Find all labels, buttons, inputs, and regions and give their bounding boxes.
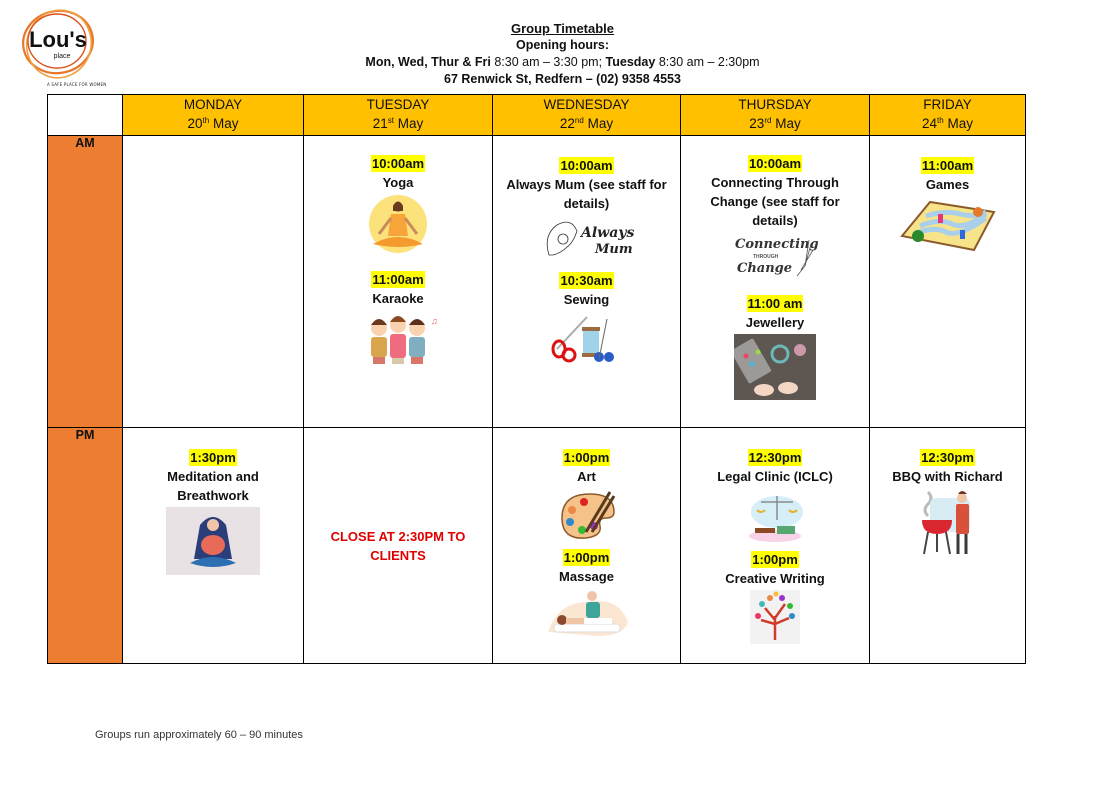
svg-text:Mum: Mum	[594, 242, 633, 257]
day-header-row	[48, 95, 1026, 136]
jewellery-photo	[734, 334, 816, 400]
sewing-icon	[549, 311, 625, 363]
opening-hours: Mon, Wed, Thur & Fri 8:30 am – 3:30 pm; Tuesday 8:30 am – 2:30pm	[365, 55, 760, 69]
pm-friday	[870, 428, 1026, 664]
pm-tuesday	[304, 428, 493, 664]
day-header-wednesday: WEDNESDAY 22nd May	[493, 95, 681, 136]
always-mum-logo	[539, 215, 635, 261]
event-jewellery: 11:00 am Jewellery	[681, 294, 869, 400]
event-yoga: 10:00am Yoga	[304, 154, 492, 254]
day-header-tuesday: TUESDAY 21st May	[304, 95, 493, 136]
board-game-icon	[900, 196, 996, 252]
timetable	[47, 94, 1026, 664]
footer-note: Groups run approximately 60 – 90 minutes	[95, 729, 303, 741]
am-row	[48, 136, 1026, 428]
legal-scales-icon	[745, 492, 805, 544]
svg-text:♫: ♫	[431, 316, 438, 326]
am-tuesday	[304, 136, 493, 428]
document-header	[300, 20, 825, 88]
pm-thursday	[681, 428, 870, 664]
bbq-icon	[918, 488, 978, 558]
event-games: 11:00am Games	[870, 156, 1025, 252]
svg-text:place: place	[53, 53, 71, 60]
am-friday	[870, 136, 1026, 428]
svg-text:Always: Always	[580, 225, 634, 241]
closing-notice: CLOSE AT 2:30PM TO CLIENTS	[330, 528, 466, 563]
am-monday	[123, 136, 304, 428]
opening-hours-label: Opening hours:	[515, 38, 610, 52]
massage-icon	[544, 588, 630, 638]
svg-text:Connecting: Connecting	[735, 237, 819, 252]
event-art: 1:00pm Art	[493, 448, 680, 544]
address: 67 Renwick St, Redfern – (02) 9358 4553	[444, 72, 681, 86]
event-always-mum: 10:00am Always Mum (see staff for details) Always Mum	[493, 156, 680, 261]
event-creative-writing: 1:00pm Creative Writing	[681, 550, 869, 644]
page-title: Group Timetable	[510, 21, 615, 36]
event-sewing: 10:30am Sewing	[493, 271, 680, 363]
am-wednesday	[493, 136, 681, 428]
svg-text:THROUGH: THROUGH	[753, 254, 779, 260]
lous-place-logo	[18, 4, 98, 90]
logo-tagline: A SAFE PLACE FOR WOMEN	[47, 82, 107, 87]
period-pm: PM	[48, 428, 123, 664]
pm-monday	[123, 428, 304, 664]
svg-text:Lou's: Lou's	[29, 27, 87, 52]
art-palette-icon	[556, 488, 618, 544]
svg-text:Change: Change	[737, 261, 793, 276]
pm-row	[48, 428, 1026, 664]
event-massage: 1:00pm Massage	[493, 548, 680, 638]
connecting-through-change-logo	[731, 232, 819, 278]
event-connecting-through-change: 10:00am Connecting Through Change (see staff for details) Connecting THROUGH Change	[710, 156, 840, 276]
am-thursday	[681, 136, 870, 428]
day-header-monday: MONDAY 20th May	[123, 95, 304, 136]
day-header-friday: FRIDAY 24th May	[870, 95, 1026, 136]
event-karaoke: 11:00am Karaoke ♫	[304, 270, 492, 366]
event-legal-clinic: 12:30pm Legal Clinic (ICLC)	[681, 448, 869, 544]
meditation-icon	[166, 507, 260, 575]
day-header-thursday: THURSDAY 23rd May	[681, 95, 870, 136]
yoga-icon	[367, 194, 429, 254]
event-meditation: 1:30pm Meditation and Breathwork	[123, 448, 303, 575]
event-bbq: 12:30pm BBQ with Richard	[870, 448, 1025, 558]
period-am: AM	[48, 136, 123, 428]
corner-cell	[48, 95, 123, 136]
creative-writing-icon	[750, 590, 800, 644]
karaoke-icon	[357, 310, 439, 366]
pm-wednesday	[493, 428, 681, 664]
